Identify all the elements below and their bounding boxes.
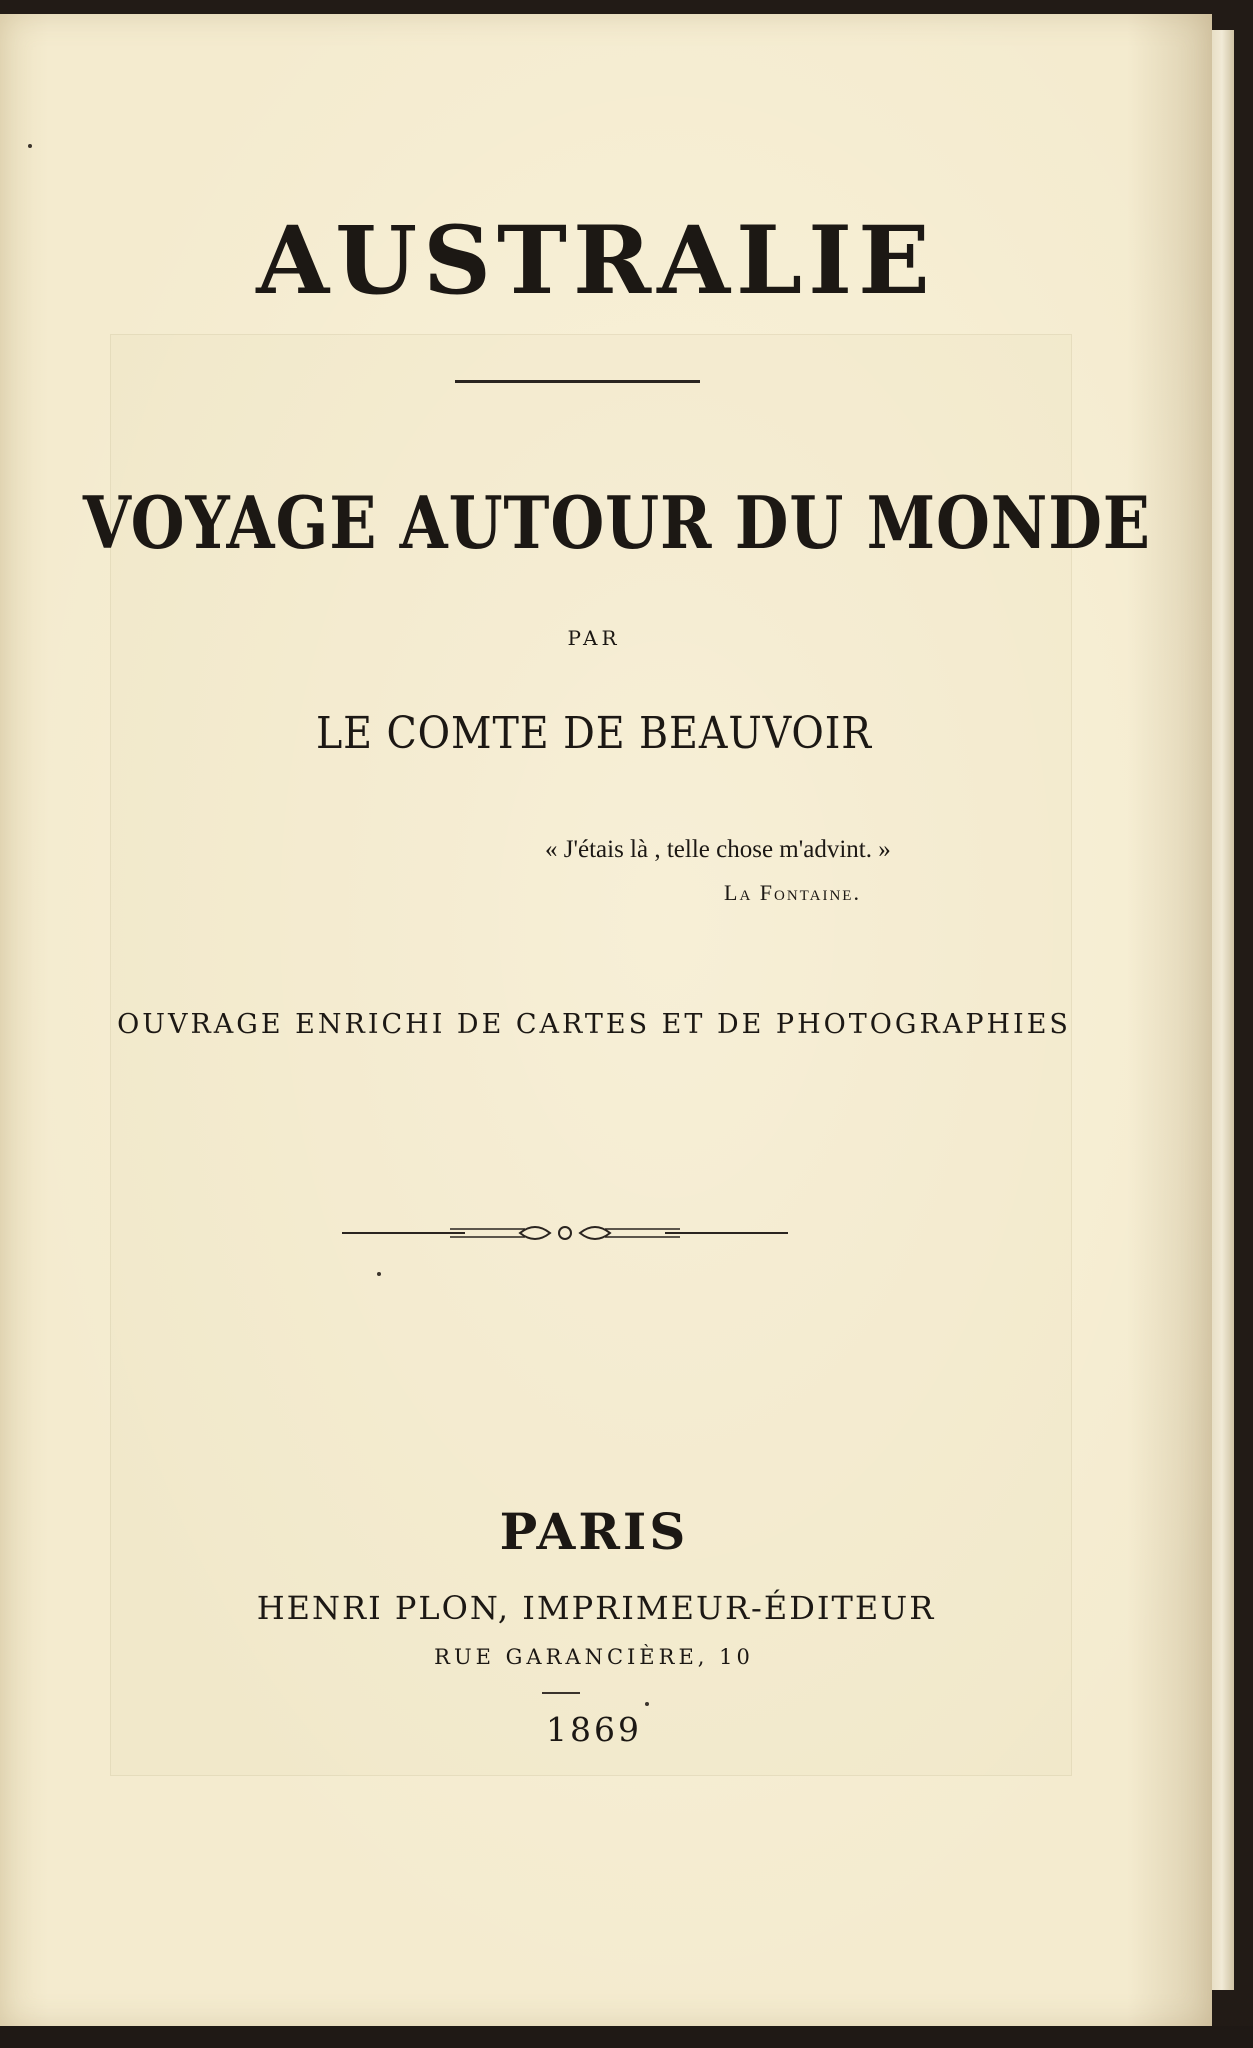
page-edge <box>1212 30 1234 1990</box>
imprint-address: RUE GARANCIÈRE, 10 <box>434 1645 754 1669</box>
author-name: LE COMTE DE BEAUVOIR <box>315 708 873 759</box>
book-subtitle: VOYAGE AUTOUR DU MONDE <box>82 480 1151 565</box>
title-page <box>0 14 1212 2026</box>
cover-edge <box>0 2026 1253 2048</box>
ink-speck <box>377 1272 381 1276</box>
imprint-publisher: HENRI PLON, IMPRIMEUR-ÉDITEUR <box>256 1589 936 1627</box>
edition-description: OUVRAGE ENRICHI DE CARTES ET DE PHOTOGRAPHIES <box>117 1009 1071 1040</box>
title-rule <box>455 380 700 383</box>
ink-speck <box>645 1702 649 1706</box>
ink-speck <box>28 144 32 148</box>
book-title: AUSTRALIE <box>256 206 936 316</box>
ornament-divider-icon <box>340 1218 790 1248</box>
imprint-year: 1869 <box>546 1710 642 1749</box>
year-rule <box>542 1692 580 1694</box>
imprint-city: PARIS <box>499 1502 689 1561</box>
epigraph-attribution: La Fontaine. <box>724 880 861 905</box>
by-label: PAR <box>567 626 621 650</box>
epigraph-quote: « J'étais là , telle chose m'advint. » <box>545 836 891 863</box>
